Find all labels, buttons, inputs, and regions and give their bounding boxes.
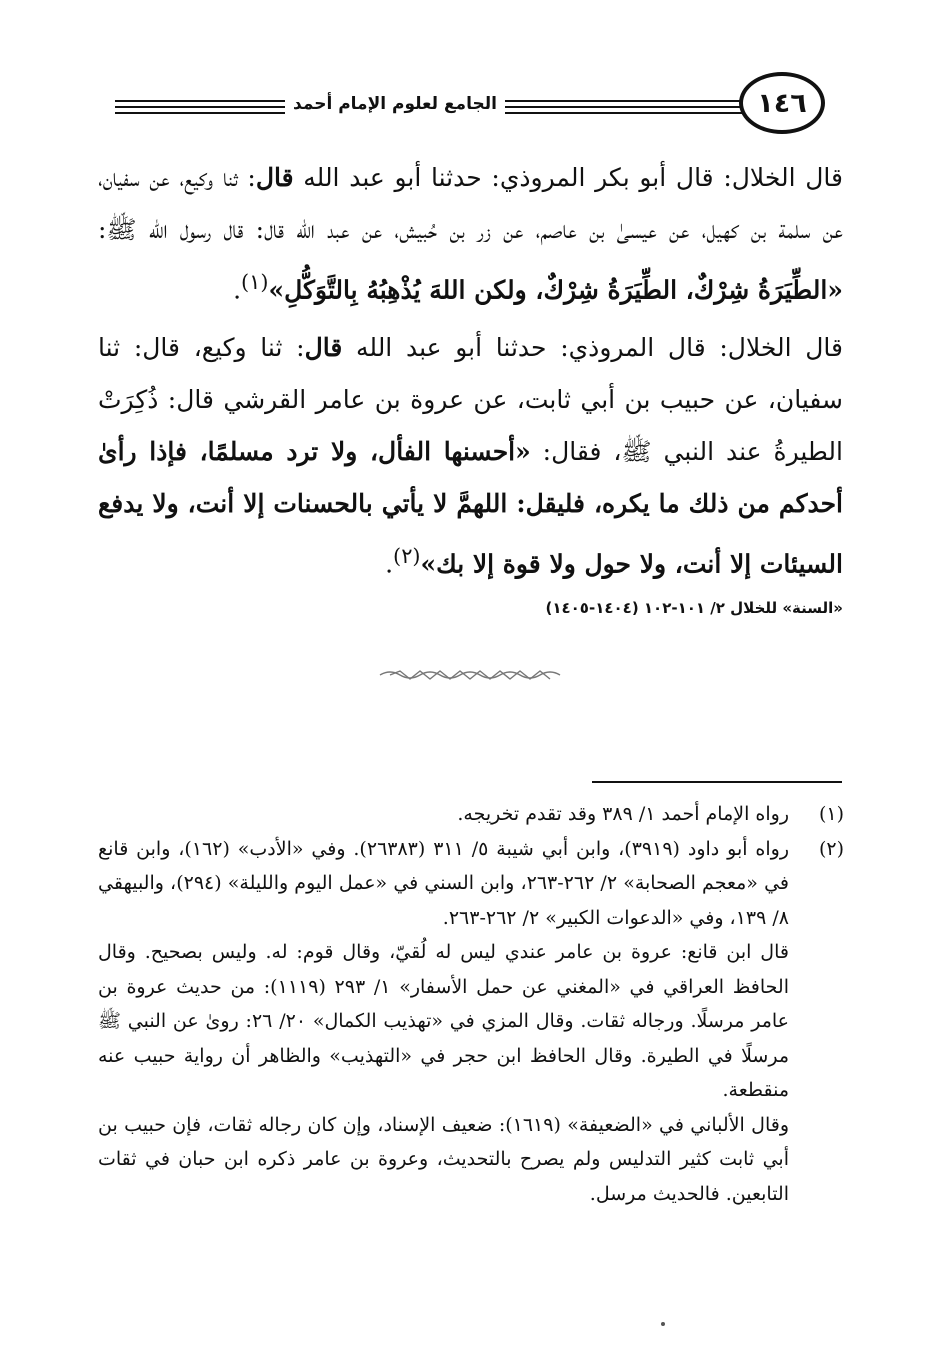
footnote-number: (٢) [818, 837, 844, 860]
paragraph-lead: قال الخلال: قال المروذي: حدثنا أبو عبد الله [342, 333, 844, 363]
paragraph [98, 152, 843, 316]
paragraph-body: : ثنا وكيع، قال: ثنا سفيان، عن حبيب بن أبي ثابت، عن عروة بن عامر القرشي قال: ذُكِرَتْ الطيرةُ عند النبي ﷺ، فقال: [98, 333, 843, 467]
footnote-item [98, 797, 844, 832]
footnote-text: رواه أبو داود (٣٩١٩)، وابن أبي شيبة ٥/ ٣١١ (٢٦٣٨٣). وفي «الأدب» (١٦٢)، وابن قانع في «معجم الصحابة» ٢/ ٢٦٢-٢٦٣، وابن السني في «عمل اليوم والليلة» (٢٩٤)، والبيهقي ٨/ ١٣٩، وفي «الدعوات الكبير» ٢/ ٢٦٢-٢٦٣. [98, 837, 790, 929]
paragraph-body: : ثنا وكيع، عن سفيان، عن سلمة بن كهيل، عن عيسىٰ بن عاصم، عن زر بن حُبيش، عن عبد الله قال: قال رسول الله ﷺ: [98, 163, 843, 244]
running-title: الجامع لعلوم الإمام أحمد [285, 90, 505, 118]
footnote-separator [592, 781, 842, 783]
paragraph-end: . [233, 275, 242, 305]
ornament-divider [370, 667, 570, 683]
footnotes [98, 797, 844, 1211]
hadith-text: «الطِّيَرَةُ شِرْكٌ، الطِّيَرَةُ شِرْكٌ، ولكن اللهَ يُذْهِبُهُ بِالتَّوَكُّلِ» [268, 275, 843, 305]
paragraph-end: . [385, 549, 394, 579]
main-text [98, 152, 843, 621]
page-header [95, 70, 855, 138]
paragraph [98, 322, 843, 590]
paragraph-lead: قال الخلال: قال أبو بكر المروذي: حدثنا أبو عبد الله [293, 163, 843, 192]
footnote-text: رواه الإمام أحمد ١/ ٣٨٩ وقد تقدم تخريجه. [457, 803, 789, 825]
keyword-qal: قال [255, 163, 294, 192]
footnote-number: (١) [818, 803, 844, 825]
footnote-text: وقال الألباني في «الضعيفة» (١٦١٩): ضعيف الإسناد، وإن كان رجاله ثقات، فإن حبيب بن أبي ثابت كثير التدليس ولم يصرح بالتحديث، وعروة بن عامر ذكره ابن حبان في ثقات التابعين. فالحديث مرسل. [98, 1113, 789, 1205]
keyword-qal: قال [304, 333, 343, 363]
source-reference: «السنة» للخلال ٢/ ١٠١-١٠٢ (١٤٠٤-١٤٠٥) [545, 598, 843, 617]
footnote-text: قال ابن قانع: عروة بن عامر عندي ليس له لُقيّ، وقال قوم: له. وليس بصحيح. وقال الحافظ العراقي في «المغني عن حمل الأسفار» ١/ ٢٩٣ (١١١٩): من حديث عروة بن عامر مرسلًا. ورجاله ثقات. وقال المزي في «تهذيب الكمال» ٢٠/ ٢٦: روىٰ عن النبي ﷺ مرسلًا في الطيرة. وقال الحافظ ابن حجر في «التهذيب» والظاهر أن رواية حبيب عنه منقطعة. [98, 941, 790, 1101]
page-number: ١٤٦ [739, 72, 825, 134]
stray-dot [661, 1322, 665, 1326]
footnote-item [98, 832, 844, 1212]
hadith-text: «أحسنها الفأل، ولا ترد مسلمًا، فإذا رأىٰ أحدكم من ذلك ما يكره، فليقل: اللهمَّ لا يأتي بالحسنات إلا أنت، ولا يدفع السيئات إلا أنت، ولا حول ولا قوة إلا بك» [98, 437, 843, 579]
footnote-marker[interactable]: (١) [241, 270, 269, 294]
footnote-marker[interactable]: (٢) [393, 544, 421, 569]
